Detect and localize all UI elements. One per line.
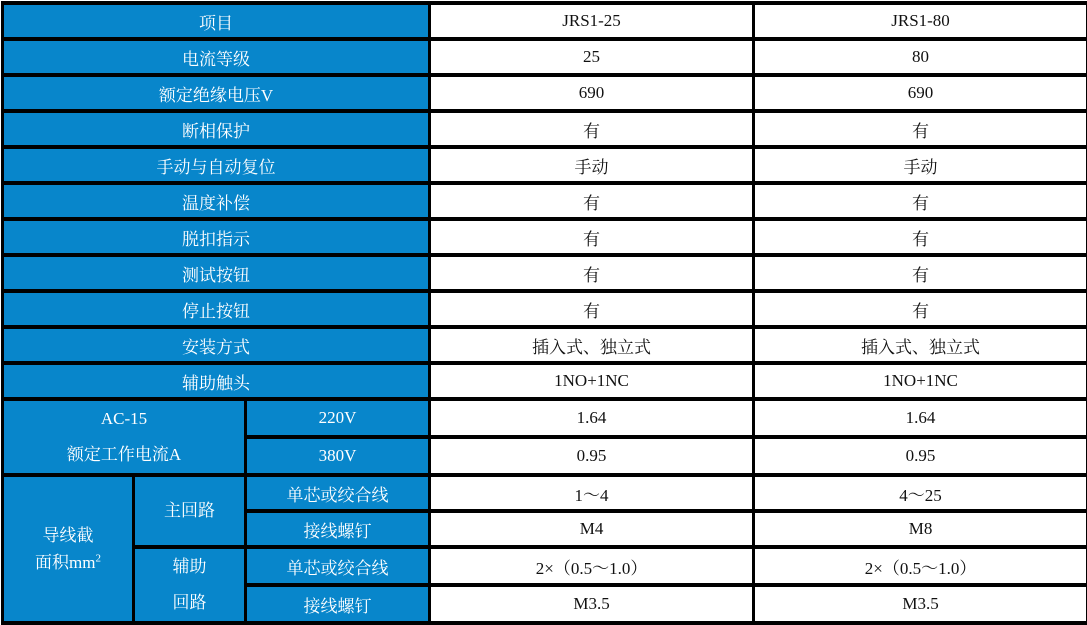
value-cell-jrs1-25: 有 bbox=[430, 219, 754, 255]
table-row-main-circuit-wire bbox=[3, 475, 1087, 511]
table-row-stop-button bbox=[3, 291, 1087, 327]
model-header-jrs1-25: JRS1-25 bbox=[430, 3, 754, 39]
value-cell-jrs1-80: 1.64 bbox=[754, 399, 1087, 437]
value-cell-jrs1-80: M8 bbox=[754, 511, 1087, 547]
wire-group-label-line1: 导线截 bbox=[6, 522, 130, 549]
value-cell-jrs1-80: 80 bbox=[754, 39, 1087, 75]
value-cell-jrs1-80: 690 bbox=[754, 75, 1087, 111]
row-label-cell: 停止按钮 bbox=[3, 291, 430, 327]
value-cell-jrs1-80: 0.95 bbox=[754, 437, 1087, 475]
value-cell-jrs1-80: 有 bbox=[754, 291, 1087, 327]
ac15-group-label-line1: AC-15 bbox=[6, 401, 242, 437]
aux-circuit-section-cell bbox=[134, 547, 246, 623]
row-label-cell: 脱扣指示 bbox=[3, 219, 430, 255]
table-row-ac15-220v bbox=[3, 399, 1087, 437]
value-cell-jrs1-25: 手动 bbox=[430, 147, 754, 183]
value-cell-jrs1-25: 25 bbox=[430, 39, 754, 75]
ac15-group-cell bbox=[3, 399, 246, 475]
value-cell-jrs1-80: 4～25 bbox=[754, 475, 1087, 511]
table-row-trip-indicator bbox=[3, 219, 1087, 255]
row-label-cell: 安装方式 bbox=[3, 327, 430, 363]
value-cell-jrs1-25: M4 bbox=[430, 511, 754, 547]
value-cell-jrs1-25: 有 bbox=[430, 183, 754, 219]
value-cell-jrs1-80: 插入式、独立式 bbox=[754, 327, 1087, 363]
value-cell-jrs1-25: 1.64 bbox=[430, 399, 754, 437]
value-cell-jrs1-25: 有 bbox=[430, 111, 754, 147]
aux-circuit-label-line1: 辅助 bbox=[137, 549, 242, 585]
wire-group-label-line2 bbox=[6, 549, 130, 576]
value-cell-jrs1-80: M3.5 bbox=[754, 585, 1087, 623]
table-row-manual-auto-reset bbox=[3, 147, 1087, 183]
table-row-aux-circuit-wire bbox=[3, 547, 1087, 585]
value-cell-jrs1-80: 1NO+1NC bbox=[754, 363, 1087, 399]
row-label-cell: 接线螺钉 bbox=[246, 511, 430, 547]
ac15-group-label-line2: 额定工作电流A bbox=[6, 437, 242, 473]
row-label-cell: 接线螺钉 bbox=[246, 585, 430, 623]
main-circuit-label-line1: 主回路 bbox=[137, 493, 242, 529]
value-cell-jrs1-25: 插入式、独立式 bbox=[430, 327, 754, 363]
value-cell-jrs1-25: 1NO+1NC bbox=[430, 363, 754, 399]
value-cell-jrs1-25: M3.5 bbox=[430, 585, 754, 623]
table-row-phase-failure-protection bbox=[3, 111, 1087, 147]
row-label-cell: 温度补偿 bbox=[3, 183, 430, 219]
value-cell-jrs1-25: 有 bbox=[430, 255, 754, 291]
table-row-current-rating bbox=[3, 39, 1087, 75]
wire-group-label-superscript: 2 bbox=[95, 552, 101, 564]
model-header-jrs1-80: JRS1-80 bbox=[754, 3, 1087, 39]
table-row-mounting-type bbox=[3, 327, 1087, 363]
value-cell-jrs1-25: 690 bbox=[430, 75, 754, 111]
row-label-cell: 电流等级 bbox=[3, 39, 430, 75]
row-label-cell: 辅助触头 bbox=[3, 363, 430, 399]
value-cell-jrs1-25: 有 bbox=[430, 291, 754, 327]
row-label-cell: 额定绝缘电压V bbox=[3, 75, 430, 111]
value-cell-jrs1-80: 有 bbox=[754, 255, 1087, 291]
value-cell-jrs1-80: 有 bbox=[754, 183, 1087, 219]
value-cell-jrs1-25: 0.95 bbox=[430, 437, 754, 475]
row-label-cell: 单芯或绞合线 bbox=[246, 547, 430, 585]
spec-table bbox=[1, 1, 1087, 625]
value-cell-jrs1-80: 2×（0.5～1.0） bbox=[754, 547, 1087, 585]
row-label-cell: 项目 bbox=[3, 3, 430, 39]
row-label-cell: 测试按钮 bbox=[3, 255, 430, 291]
table-row-auxiliary-contacts bbox=[3, 363, 1087, 399]
wire-group-cell bbox=[3, 475, 134, 623]
table-row-temperature-compensation bbox=[3, 183, 1087, 219]
main-circuit-section-cell bbox=[134, 475, 246, 547]
row-label-cell: 手动与自动复位 bbox=[3, 147, 430, 183]
table-row-test-button bbox=[3, 255, 1087, 291]
row-label-cell: 380V bbox=[246, 437, 430, 475]
value-cell-jrs1-80: 有 bbox=[754, 111, 1087, 147]
row-label-cell: 单芯或绞合线 bbox=[246, 475, 430, 511]
table-row-insulation-voltage bbox=[3, 75, 1087, 111]
row-label-cell: 断相保护 bbox=[3, 111, 430, 147]
row-label-cell: 220V bbox=[246, 399, 430, 437]
value-cell-jrs1-25: 2×（0.5～1.0） bbox=[430, 547, 754, 585]
value-cell-jrs1-80: 手动 bbox=[754, 147, 1087, 183]
value-cell-jrs1-80: 有 bbox=[754, 219, 1087, 255]
value-cell-jrs1-25: 1～4 bbox=[430, 475, 754, 511]
wire-group-label-unit: 面积mm bbox=[35, 553, 95, 572]
table-row-item-header bbox=[3, 3, 1087, 39]
aux-circuit-label-line2: 回路 bbox=[137, 585, 242, 621]
